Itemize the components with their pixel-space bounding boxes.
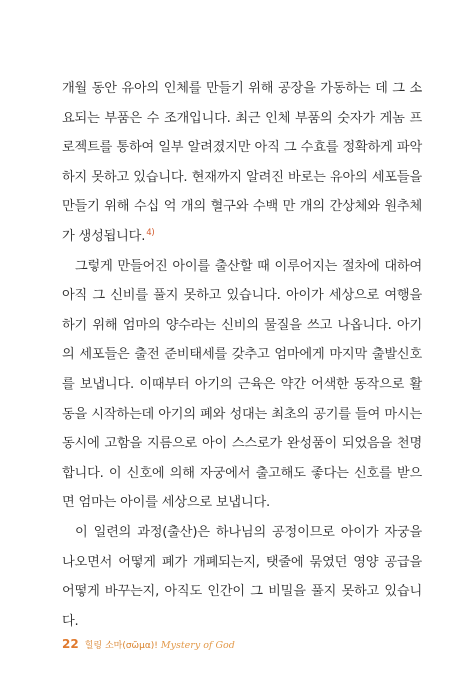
footnote-marker[interactable]: 4): [146, 227, 155, 238]
paragraph-1: [62, 74, 422, 252]
paragraph-1-text: 개월 동안 유아의 인체를 만들기 위해 공장을 가동하는 데 그 소요되는 부품은 수 조개입니다. 최근 인체 부품의 숫자가 게놈 프로젝트를 통하여 일부 알려졌지만 아직 그 수효를 정확하게 파악하지 못하고 있습니다. 현재까지 알려진 바로는 유아의 세포들을 만들기 위해 수십 억 개의 혈구와 수백 만 개의 간상체와 원추체가 생성됩니다.: [62, 81, 422, 244]
paragraph-3-text: 이 일련의 과정(출산)은 하나님의 공정이므로 아이가 자궁을 나오면서 어떻게 폐가 개폐되는지, 탯줄에 묶였던 영양 공급을 어떻게 바꾸는지, 아직도 인간이 그 비밀을 풀지 못하고 있습니다.: [62, 524, 422, 629]
page-footer: [62, 637, 235, 653]
paragraph-3: [62, 518, 422, 636]
body-text: [62, 74, 422, 636]
book-title: 힐링 소마(σῶμα)!: [84, 641, 158, 651]
series-title: Mystery of God: [160, 640, 235, 651]
paragraph-2-text: 그렇게 만들어진 아이를 출산할 때 이루어지는 절차에 대하여 아직 그 신비를 풀지 못하고 있습니다. 아이가 세상으로 여행을 하기 위해 엄마의 양수라는 신비의 물질을 쓰고 나옵니다. 아기의 세포들은 출전 준비태세를 갖추고 엄마에게 마지막 출발신호를 보냅니다. 이때부터 아기의 근육은 약간 어색한 동작으로 활동을 시작하는데 아기의 폐와 성대는 최초의 공기를 들여 마시는 동시에 고함을 지름으로 아이 스스로가 완성품이 되었음을 천명합니다. 이 신호에 의해 자궁에서 출고해도 좋다는 신호를 받으면 엄마는 아이를 세상으로 보냅니다.: [62, 258, 422, 511]
paragraph-2: [62, 252, 422, 518]
page-number: 22: [62, 637, 79, 651]
